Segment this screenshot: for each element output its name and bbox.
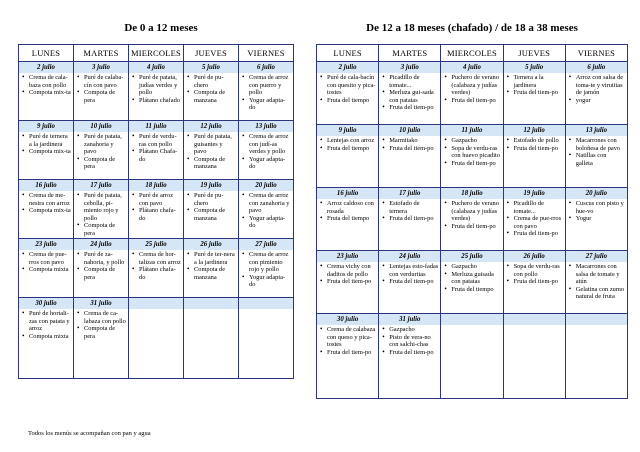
menu-items-list <box>74 73 128 104</box>
menu-item: • Yogur adapta-do <box>242 215 291 230</box>
menu-row <box>317 199 628 251</box>
day-menu <box>503 73 565 125</box>
menu-item: • Puré de patata, guisantes y pavo <box>187 133 236 156</box>
menu-item: • Crema de arroz con zanahoria y pavo <box>242 192 291 215</box>
day-menu <box>379 199 441 251</box>
day-date: 9 julio <box>317 125 379 137</box>
day-date: 18 julio <box>129 180 184 192</box>
menu-items-list <box>239 250 293 289</box>
menu-items-list <box>441 199 502 230</box>
day-date: 3 julio <box>74 62 129 74</box>
day-date: 23 julio <box>19 239 74 251</box>
menu-item: • Lentejas esto-fadas con verduritas <box>382 263 438 278</box>
menu-item: • Puré de patata, zanahoria y pavo <box>77 133 126 156</box>
day-date: 24 julio <box>379 251 441 263</box>
empty-menu-cell <box>129 309 184 356</box>
menu-item: • Fruta del tiem-po <box>320 349 376 357</box>
menu-item: • Crema de pue-rros con pavo <box>22 251 71 266</box>
menu-item: • Puré de patata, cebolla, pi-miento rojo y pollo <box>77 192 126 222</box>
menu-item: • Puré de hortali-zas con patata y arroz <box>22 310 71 333</box>
day-menu <box>184 132 239 180</box>
empty-menu-cell <box>239 309 294 356</box>
menu-item: • Compota mix-ta <box>22 207 71 215</box>
empty-date-cell <box>184 298 239 310</box>
menu-items-list <box>239 191 293 230</box>
day-menu <box>239 191 294 239</box>
menu-item: • Yogur adapta-do <box>242 274 291 289</box>
menu-items-list <box>379 262 440 286</box>
date-row <box>317 188 628 200</box>
day-menu <box>129 73 184 121</box>
day-date: 25 julio <box>129 239 184 251</box>
day-date: 18 julio <box>441 188 503 200</box>
day-menu <box>129 191 184 239</box>
menu-item: • Fruta del tiem-po <box>444 223 500 231</box>
menu-items-list <box>379 199 440 223</box>
menu-item: • Plátano Chafa-do <box>132 148 181 163</box>
menu-items-list <box>19 309 73 340</box>
menu-item: • Ternera a la jardinera <box>507 74 563 89</box>
day-menu <box>74 132 129 180</box>
day-date: 5 julio <box>184 62 239 74</box>
menu-items-list <box>504 136 565 152</box>
day-menu <box>19 250 74 298</box>
date-row <box>317 125 628 137</box>
menu-item: • Compota de pera <box>77 89 126 104</box>
menu-item: • Marmitako <box>382 137 438 145</box>
day-date: 6 julio <box>239 62 294 74</box>
day-menu <box>74 309 129 356</box>
menu-item: • Compota de manzana <box>187 89 236 104</box>
weekday-header: MIERCOLES <box>129 45 184 62</box>
day-date: 2 julio <box>19 62 74 74</box>
menu-items-list <box>19 73 73 97</box>
day-date: 4 julio <box>129 62 184 74</box>
day-menu <box>565 262 627 314</box>
day-menu <box>441 262 503 314</box>
menu-items-list <box>566 262 627 301</box>
menu-item: • Fruta del tiem-po <box>382 278 438 286</box>
weekday-header: MIERCOLES <box>441 45 503 62</box>
menu-item: • Merluza guisada con patatas <box>444 271 500 286</box>
menu-calendar-table <box>18 44 294 379</box>
day-date: 20 julio <box>239 180 294 192</box>
day-menu <box>184 250 239 298</box>
day-date: 27 julio <box>565 251 627 263</box>
empty-cell <box>379 376 441 399</box>
day-date: 26 julio <box>503 251 565 263</box>
day-date: 9 julio <box>19 121 74 133</box>
weekday-header-row <box>19 45 294 62</box>
menu-items-list <box>317 262 378 286</box>
menu-item: • Picadillo de tomate... <box>382 74 438 89</box>
day-menu <box>74 250 129 298</box>
menu-items-list <box>441 136 502 167</box>
menu-item: • Yogur <box>569 215 625 223</box>
empty-cell <box>565 376 627 399</box>
menu-row <box>317 262 628 314</box>
menu-item: • Compota de manzana <box>187 156 236 171</box>
menu-item: • Puchero de verano (calabaza y judías verdes) <box>444 74 500 97</box>
date-row <box>19 121 294 133</box>
menu-item: • Crema de hor-talizas con arroz <box>132 251 181 266</box>
empty-row <box>317 376 628 399</box>
weekday-header: VIERNES <box>565 45 627 62</box>
day-menu <box>317 325 379 376</box>
menu-items-list <box>239 132 293 171</box>
empty-cell <box>239 356 294 379</box>
menu-item: • Puré de ternera a la jardinera <box>22 133 71 148</box>
weekday-header: MARTES <box>74 45 129 62</box>
empty-cell <box>317 376 379 399</box>
weekday-header: JUEVES <box>184 45 239 62</box>
menu-items-list <box>317 325 378 356</box>
menu-item: • Puré de calaba-cín con pavo <box>77 74 126 89</box>
menu-item: • yogur <box>569 97 625 105</box>
menu-item: • Fruta del tiem-po <box>382 349 438 357</box>
menu-items-list <box>184 132 238 171</box>
day-date: 6 julio <box>565 62 627 74</box>
menu-items-list <box>239 73 293 112</box>
day-date: 26 julio <box>184 239 239 251</box>
menu-row <box>19 250 294 298</box>
empty-menu-cell <box>441 325 503 376</box>
day-menu <box>74 73 129 121</box>
menu-item: • Crema de arroz con puerro y pollo <box>242 74 291 97</box>
menu-item: • Fruta del tiem-po <box>507 145 563 153</box>
menu-item: • Estofado de pollo <box>507 137 563 145</box>
day-menu <box>317 73 379 125</box>
menu-item: • Crema de arroz con judí-as verdes y pollo <box>242 133 291 156</box>
menu-item: • Puré de cala-bacín con quesito y pica-tostes <box>320 74 376 97</box>
menu-items-list <box>566 73 627 104</box>
day-date: 10 julio <box>74 121 129 133</box>
menu-item: • Natillas con galleta <box>569 152 625 167</box>
day-menu <box>441 136 503 188</box>
day-date: 2 julio <box>317 62 379 74</box>
day-date: 11 julio <box>129 121 184 133</box>
day-date: 17 julio <box>379 188 441 200</box>
day-date: 19 julio <box>184 180 239 192</box>
menu-row <box>19 309 294 356</box>
menu-item: • Crema de arroz con pimiento rojo y pollo <box>242 251 291 274</box>
menu-items-list <box>379 73 440 112</box>
weekday-header: LUNES <box>317 45 379 62</box>
menu-item: • Crema de me-nestra con arroz <box>22 192 71 207</box>
menu-items-list <box>379 325 440 356</box>
menu-item: • Fruta del tiem-po <box>382 145 438 153</box>
day-menu <box>441 199 503 251</box>
day-date: 24 julio <box>74 239 129 251</box>
menu-items-list <box>504 262 565 286</box>
menu-item: • Gazpacho <box>444 263 500 271</box>
day-menu <box>317 136 379 188</box>
menu-item: • Puré de patata, judías verdes y pollo <box>132 74 181 97</box>
menu-items-list <box>566 199 627 223</box>
day-menu <box>379 136 441 188</box>
menu-item: • Plátano chafa-do <box>132 266 181 281</box>
weekday-header: LUNES <box>19 45 74 62</box>
day-menu <box>184 191 239 239</box>
menu-item: • Puchero de verano (calabaza y judías verdes) <box>444 200 500 223</box>
day-menu <box>239 250 294 298</box>
menu-row <box>317 325 628 376</box>
menu-item: • Compota de pera <box>77 325 126 340</box>
menu-item: • Fruta del tiempo <box>444 286 500 294</box>
empty-row <box>19 356 294 379</box>
menu-items-list <box>566 136 627 167</box>
day-menu <box>379 325 441 376</box>
menu-items-list <box>129 191 183 222</box>
day-date: 30 julio <box>19 298 74 310</box>
day-menu <box>503 262 565 314</box>
menu-items-list <box>129 132 183 163</box>
day-menu <box>19 73 74 121</box>
menu-item: • Compota mixta <box>22 266 71 274</box>
menu-item: • Compota de manzana <box>187 207 236 222</box>
menu-item: • Puré de ter-nera a la jardinera <box>187 251 236 266</box>
day-menu <box>379 262 441 314</box>
day-menu <box>565 136 627 188</box>
day-date: 16 julio <box>19 180 74 192</box>
menu-items-list <box>74 250 128 281</box>
empty-date-cell <box>441 314 503 326</box>
day-menu <box>565 199 627 251</box>
empty-cell <box>129 356 184 379</box>
menu-item: • Fruta del tiem-po <box>320 278 376 286</box>
day-menu <box>441 73 503 125</box>
menu-item: • Fruta del tiem-po <box>507 278 563 286</box>
day-date: 13 julio <box>565 125 627 137</box>
day-date: 25 julio <box>441 251 503 263</box>
day-date: 16 julio <box>317 188 379 200</box>
empty-date-cell <box>565 314 627 326</box>
menu-item: • Crema de ca-labaza con pollo <box>77 310 126 325</box>
menu-item: • Puré de pu-chero <box>187 74 236 89</box>
menu-item: • Fruta del tiempo <box>320 215 376 223</box>
footnote: Todos los menús se acompañan con pan y agua <box>28 430 151 437</box>
empty-cell <box>19 356 74 379</box>
date-row <box>19 62 294 74</box>
menu-item: • Gazpacho <box>444 137 500 145</box>
menu-item: • Gazpacho <box>382 326 438 334</box>
weekday-header: MARTES <box>379 45 441 62</box>
date-row <box>19 180 294 192</box>
day-menu <box>74 191 129 239</box>
date-row <box>19 298 294 310</box>
menu-item: • Arroz caldoso con rosada <box>320 200 376 215</box>
day-menu <box>503 199 565 251</box>
menu-item: • Macarrones con salsa de tomate y atún <box>569 263 625 286</box>
menu-items-list <box>129 250 183 281</box>
menu-item: • Compota de pera <box>77 156 126 171</box>
menu-item: • Fruta del tiem-po <box>382 215 438 223</box>
date-row <box>19 239 294 251</box>
menu-item: • Picadillo de tomate... <box>507 200 563 215</box>
menu-item: • Fruta del tiem-po <box>507 230 563 238</box>
menu-item: • Crema de pue-rros con pavo <box>507 215 563 230</box>
empty-cell <box>184 356 239 379</box>
menu-items-list <box>379 136 440 152</box>
menu-title: De 0 a 12 meses <box>124 22 198 34</box>
menu-items-list <box>74 191 128 238</box>
day-date: 17 julio <box>74 180 129 192</box>
day-menu <box>565 73 627 125</box>
menu-item: • Plátano chafado <box>132 97 181 105</box>
day-date: 27 julio <box>239 239 294 251</box>
menu-item: • Arroz con salsa de toma-te y virutitas de jamón <box>569 74 625 97</box>
day-date: 30 julio <box>317 314 379 326</box>
day-menu <box>317 262 379 314</box>
day-menu <box>379 73 441 125</box>
day-menu <box>503 136 565 188</box>
menu-item: • Sopa de verdu-ras con pollo <box>507 263 563 278</box>
empty-menu-cell <box>565 325 627 376</box>
day-date: 13 julio <box>239 121 294 133</box>
weekday-header: VIERNES <box>239 45 294 62</box>
day-menu <box>239 73 294 121</box>
day-date: 19 julio <box>503 188 565 200</box>
menu-items-list <box>184 73 238 104</box>
day-date: 10 julio <box>379 125 441 137</box>
day-menu <box>19 132 74 180</box>
menu-items-list <box>184 191 238 222</box>
menu-item: • Yogur adapta-do <box>242 156 291 171</box>
menu-item: • Fruta del tiempo <box>320 145 376 153</box>
day-date: 31 julio <box>74 298 129 310</box>
menu-item: • Sopa de verdu-ras con huevo picadito <box>444 145 500 160</box>
menu-item: • Fruta del tiempo <box>320 97 376 105</box>
menu-item: • Compota de pera <box>77 222 126 237</box>
day-date: 12 julio <box>184 121 239 133</box>
menu-row <box>317 136 628 188</box>
empty-menu-cell <box>503 325 565 376</box>
empty-menu-cell <box>184 309 239 356</box>
date-row <box>317 62 628 74</box>
menu-items-list <box>441 73 502 104</box>
menu-item: • Compota de manzana <box>187 266 236 281</box>
menu-row <box>19 132 294 180</box>
menu-item: • Puré de arroz con pavo <box>132 192 181 207</box>
day-date: 12 julio <box>503 125 565 137</box>
weekday-header: JUEVES <box>503 45 565 62</box>
menu-items-list <box>504 73 565 97</box>
menu-item: • Lentejas con arroz <box>320 137 376 145</box>
menu-item: • Compota mix-ta <box>22 148 71 156</box>
menu-items-list <box>19 250 73 274</box>
menu-item: • Merluza gui-sada con patatas <box>382 89 438 104</box>
menu-items-list <box>74 132 128 171</box>
date-row <box>317 251 628 263</box>
menu-items-list <box>74 309 128 340</box>
menu-item: • Fruta del tiem-po <box>382 104 438 112</box>
menu-items-list <box>19 191 73 215</box>
menu-item: • Gelatina con zumo natural de fruta <box>569 286 625 301</box>
empty-cell <box>441 376 503 399</box>
date-row <box>317 314 628 326</box>
day-date: 4 julio <box>441 62 503 74</box>
menu-item: • Compota mixta <box>22 333 71 341</box>
menu-items-list <box>504 199 565 238</box>
menu-item: • Pisto de vera-no con salchi-chas <box>382 334 438 349</box>
menu-item: • Puré de pu-chero <box>187 192 236 207</box>
day-menu <box>239 132 294 180</box>
menu-items-list <box>317 73 378 104</box>
menu-calendar-table <box>316 44 628 399</box>
day-menu <box>317 199 379 251</box>
menu-item: • Puré de za-nahoria, y pollo <box>77 251 126 266</box>
menu-item: • Yogur adapta-do <box>242 97 291 112</box>
day-menu <box>19 191 74 239</box>
menu-item: • Crema de cala-baza con pollo <box>22 74 71 89</box>
menu-item: • Compota mix-ta <box>22 89 71 97</box>
menu-items-list <box>184 250 238 281</box>
day-menu <box>184 73 239 121</box>
menu-title: De 12 a 18 meses (chafado) / de 18 a 38 meses <box>366 22 578 34</box>
menu-items-list <box>317 136 378 152</box>
day-date: 3 julio <box>379 62 441 74</box>
menu-item: • Compota de pera <box>77 266 126 281</box>
menu-items-list <box>129 73 183 104</box>
menu-item: • Macarrones con boloñesa de pavo <box>569 137 625 152</box>
menu-row <box>317 73 628 125</box>
empty-date-cell <box>503 314 565 326</box>
menu-row <box>19 191 294 239</box>
menu-items-list <box>317 199 378 223</box>
day-menu <box>129 132 184 180</box>
empty-cell <box>74 356 129 379</box>
menu-item: • Fruta del tiem-po <box>444 97 500 105</box>
day-date: 11 julio <box>441 125 503 137</box>
menu-item: • Crema vichy con daditos de pollo <box>320 263 376 278</box>
menu-item: • Puré de verdu-ras con pollo <box>132 133 181 148</box>
menu-item: • Crema de calabaza con queso y pica-tostes <box>320 326 376 349</box>
day-date: 31 julio <box>379 314 441 326</box>
menu-item: • Estofado de ternera <box>382 200 438 215</box>
day-date: 23 julio <box>317 251 379 263</box>
menu-item: • Cuscus con pisto y hue-vo <box>569 200 625 215</box>
menu-row <box>19 73 294 121</box>
day-date: 20 julio <box>565 188 627 200</box>
menu-item: • Fruta del tiem-po <box>507 89 563 97</box>
day-date: 5 julio <box>503 62 565 74</box>
empty-date-cell <box>129 298 184 310</box>
menu-items-list <box>19 132 73 156</box>
day-menu <box>129 250 184 298</box>
day-menu <box>19 309 74 356</box>
weekday-header-row <box>317 45 628 62</box>
menu-item: • Fruta del tiem-po <box>444 160 500 168</box>
menu-items-list <box>441 262 502 293</box>
empty-date-cell <box>239 298 294 310</box>
empty-cell <box>503 376 565 399</box>
menu-item: • Plátano chafa-do <box>132 207 181 222</box>
